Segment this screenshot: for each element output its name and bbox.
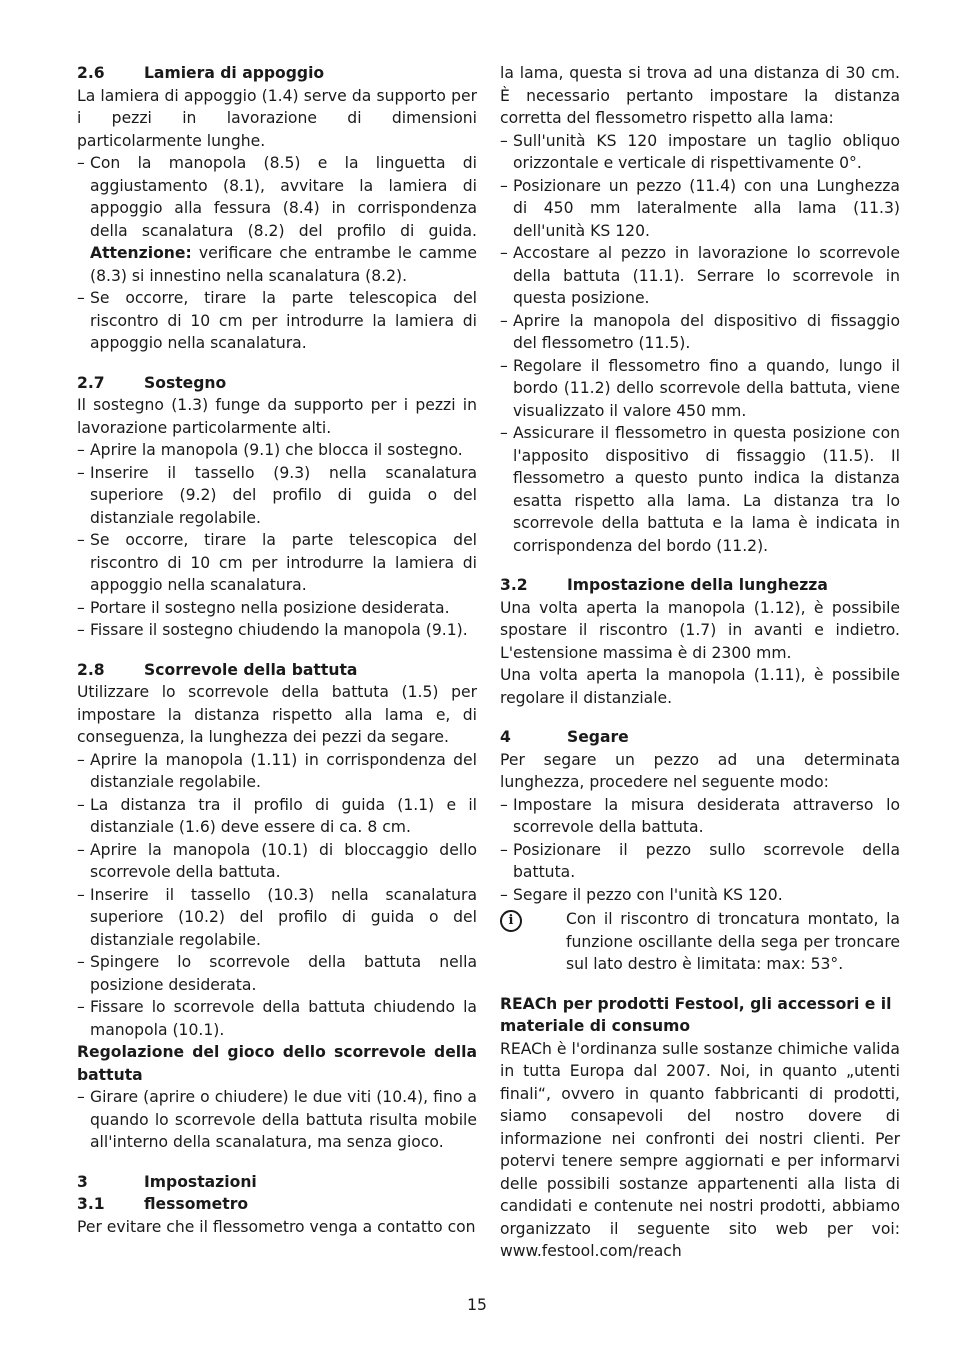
section-title: Sostegno — [144, 373, 227, 392]
list-item-text: Inserire il tassello (10.3) nella scanalatura superiore (10.2) del profilo di guida o del distanziale regolabile. — [90, 885, 477, 949]
section — [500, 574, 900, 709]
subheading: Regolazione del gioco dello scorrevole della battuta — [77, 1043, 477, 1084]
page-number: 15 — [467, 1296, 487, 1314]
paragraph: Il sostegno (1.3) funge da supporto per i pezzi in lavorazione particolarmente alti. — [77, 396, 477, 437]
list-item-text: Portare il sostegno nella posizione desiderata. — [90, 598, 450, 617]
list-item — [77, 462, 477, 530]
info-note-text: Con il riscontro di troncatura montato, la funzione oscillante della sega per troncare sul lato destro è limitata: max: 53°. — [566, 910, 900, 973]
list-item — [500, 884, 900, 907]
list-item — [500, 839, 900, 884]
list-item — [77, 439, 477, 462]
list-item-text: Aprire la manopola (10.1) di bloccaggio dello scorrevole della battuta. — [90, 840, 477, 881]
paragraph: Una volta aperta la manopola (1.12), è possibile spostare il riscontro (1.7) in avanti e indietro. L'estensione massima è di 2300 mm. — [500, 598, 900, 662]
paragraph: Per segare un pezzo ad una determinata lunghezza, procedere nel seguente modo: — [500, 750, 900, 791]
list-item — [77, 152, 477, 287]
list-item — [500, 355, 900, 423]
section — [77, 372, 477, 642]
list-item-text: Regolare il flessometro fino a quando, lungo il bordo (11.2) dello scorrevole della battuta, viene visualizzato il valore 450 mm. — [513, 356, 900, 420]
section-number: 3 — [77, 1172, 88, 1191]
section-title: flessometro — [144, 1195, 249, 1213]
paragraph: Per evitare che il flessometro venga a contatto con — [77, 1217, 476, 1236]
list-item — [77, 839, 477, 884]
section-title: Lamiera di appoggio — [144, 64, 325, 82]
section-heading — [500, 726, 900, 749]
list-item-text: La distanza tra il profilo di guida (1.1) e il distanziale (1.6) deve essere di ca. 8 cm. — [90, 795, 477, 836]
section — [77, 659, 477, 1154]
section-title: Impostazione della lunghezza — [567, 576, 828, 594]
list-item-text: Posizionare il pezzo sullo scorrevole della battuta. — [513, 840, 900, 881]
list-item — [77, 619, 477, 642]
list-item-text: Accostare al pezzo in lavorazione lo scorrevole della battuta (11.1). Serrare lo scorrevole in questa posizione. — [513, 244, 900, 307]
list-item — [77, 1086, 477, 1154]
section-number: 2.8 — [77, 660, 105, 679]
section — [500, 993, 900, 1263]
list-item — [77, 794, 477, 839]
section-title: Scorrevole della battuta — [144, 660, 358, 679]
list-item — [500, 130, 900, 175]
section-number: 4 — [500, 728, 511, 746]
list-item-text: Fissare il sostegno chiudendo la manopola (9.1). — [90, 621, 468, 639]
section-number: 2.6 — [77, 64, 105, 82]
list-item-text: Fissare lo scorrevole della battuta chiudendo la manopola (10.1). — [90, 998, 477, 1039]
list-item — [77, 287, 477, 355]
paragraph: La lamiera di appoggio (1.4) serve da supporto per i pezzi in lavorazione di dimensioni particolarmente lunghe. — [77, 86, 477, 150]
section-heading — [77, 1193, 477, 1216]
info-icon-wrap — [500, 908, 566, 976]
list-item — [500, 794, 900, 839]
list-item — [77, 951, 477, 996]
left-column — [77, 62, 477, 1238]
list-item-text: Con la manopola (8.5) e la linguetta di aggiustamento (8.1), avvitare la lamiera di appoggio alla fessura (8.4) in corrispondenza della scanalatura (8.2) del profilo di guida. — [90, 154, 477, 240]
list-item-text: Se occorre, tirare la parte telescopica del riscontro di 10 cm per introdurre la lamiera di appoggio nella scanalatura. — [90, 289, 477, 352]
section-number: 3.1 — [77, 1195, 105, 1213]
section-heading — [77, 62, 477, 85]
section — [77, 62, 477, 355]
list-item — [500, 310, 900, 355]
list-item-text: Aprire la manopola (9.1) che blocca il sostegno. — [90, 441, 463, 459]
list-item — [500, 422, 900, 557]
paragraph: REACh è l'ordinanza sulle sostanze chimiche valida in tutta Europa dal 2007. Noi, in quanto „utenti finali“, ovvero in quanto fabbricanti di prodotti, siamo consapevoli del nostro dovere di informazione nei confronti dei nostri clienti. Per potervi tenere sempre aggiornati e per informarvi delle possibili sostanze appartenenti alla lista di candidati e contenute nei nostri prodotti, abbiamo organizzato il seguente sito web per voi: www.festool.com/reach — [500, 1039, 900, 1260]
right-column — [500, 62, 900, 1263]
section — [77, 1171, 477, 1194]
section-number: 3.2 — [500, 576, 528, 594]
list-item-text: Girare (aprire o chiudere) le due viti (10.4), fino a quando lo scorrevole della battuta risulta mobile all'interno della scanalatura, ma senza gioco. — [90, 1088, 477, 1151]
section-title: Segare — [567, 728, 629, 746]
list-item — [77, 996, 477, 1041]
list-item-text: Segare il pezzo con l'unità KS 120. — [513, 885, 783, 904]
section — [500, 726, 900, 976]
list-item-text: Assicurare il flessometro in questa posizione con l'apposito dispositivo di fissaggio (11.5). Il flessometro a questo punto indica la distanza esatta rispetto alla lama. La distanza tra lo scorrevole della battuta e la lama è indicata in corrispondenza del bordo (11.2). — [513, 424, 900, 555]
section-number: 2.7 — [77, 373, 105, 392]
list-item-text: Sull'unità KS 120 impostare un taglio obliquo orizzontale e verticale di rispettivamente 0°. — [513, 131, 900, 172]
info-icon: i — [500, 910, 522, 932]
list-item-text: Posizionare un pezzo (11.4) con una Lunghezza di 450 mm lateralmente alla lama (11.3) dell'unità KS 120. — [513, 176, 900, 240]
section-heading — [77, 659, 477, 682]
emphasis-label: Attenzione: — [90, 244, 192, 262]
paragraph: Utilizzare lo scorrevole della battuta (1.5) per impostare la distanza rispetto alla lama e, di conseguenza, la lunghezza dei pezzi da segare. — [77, 683, 477, 746]
list-item-text: Impostare la misura desiderata attraverso lo scorrevole della battuta. — [513, 795, 900, 836]
section-heading — [77, 372, 477, 395]
list-item — [500, 175, 900, 243]
list-item-text: Spingere lo scorrevole della battuta nella posizione desiderata. — [90, 953, 477, 994]
list-item — [77, 884, 477, 952]
list-item — [77, 749, 477, 794]
list-item — [500, 242, 900, 310]
section — [77, 1193, 477, 1238]
section-heading: REACh per prodotti Festool, gli accessori e il materiale di consumo — [500, 994, 892, 1035]
paragraph: Una volta aperta la manopola (1.11), è possibile regolare il distanziale. — [500, 666, 900, 707]
list-item-text-continued: verificare che entrambe le camme (8.3) si innestino nella scanalatura (8.2). — [90, 244, 478, 285]
section — [500, 62, 900, 557]
list-item — [77, 529, 477, 597]
section-title: Impostazioni — [144, 1172, 257, 1191]
list-item-text: Se occorre, tirare la parte telescopica del riscontro di 10 cm per introdurre la lamiera di appoggio nella scanalatura. — [90, 531, 477, 594]
list-item-text: Aprire la manopola (1.11) in corrispondenza del distanziale regolabile. — [90, 750, 477, 791]
section-heading — [77, 1171, 477, 1194]
info-note — [500, 908, 900, 976]
list-item-text: Inserire il tassello (9.3) nella scanalatura superiore (9.2) del profilo di guida o del distanziale regolabile. — [90, 463, 477, 527]
list-item — [77, 597, 477, 620]
section-heading — [500, 574, 900, 597]
list-item-text: Aprire la manopola del dispositivo di fissaggio del flessometro (11.5). — [513, 311, 900, 352]
paragraph: la lama, questa si trova ad una distanza di 30 cm. È necessario pertanto impostare la distanza corretta del flessometro rispetto alla lama: — [500, 64, 900, 127]
